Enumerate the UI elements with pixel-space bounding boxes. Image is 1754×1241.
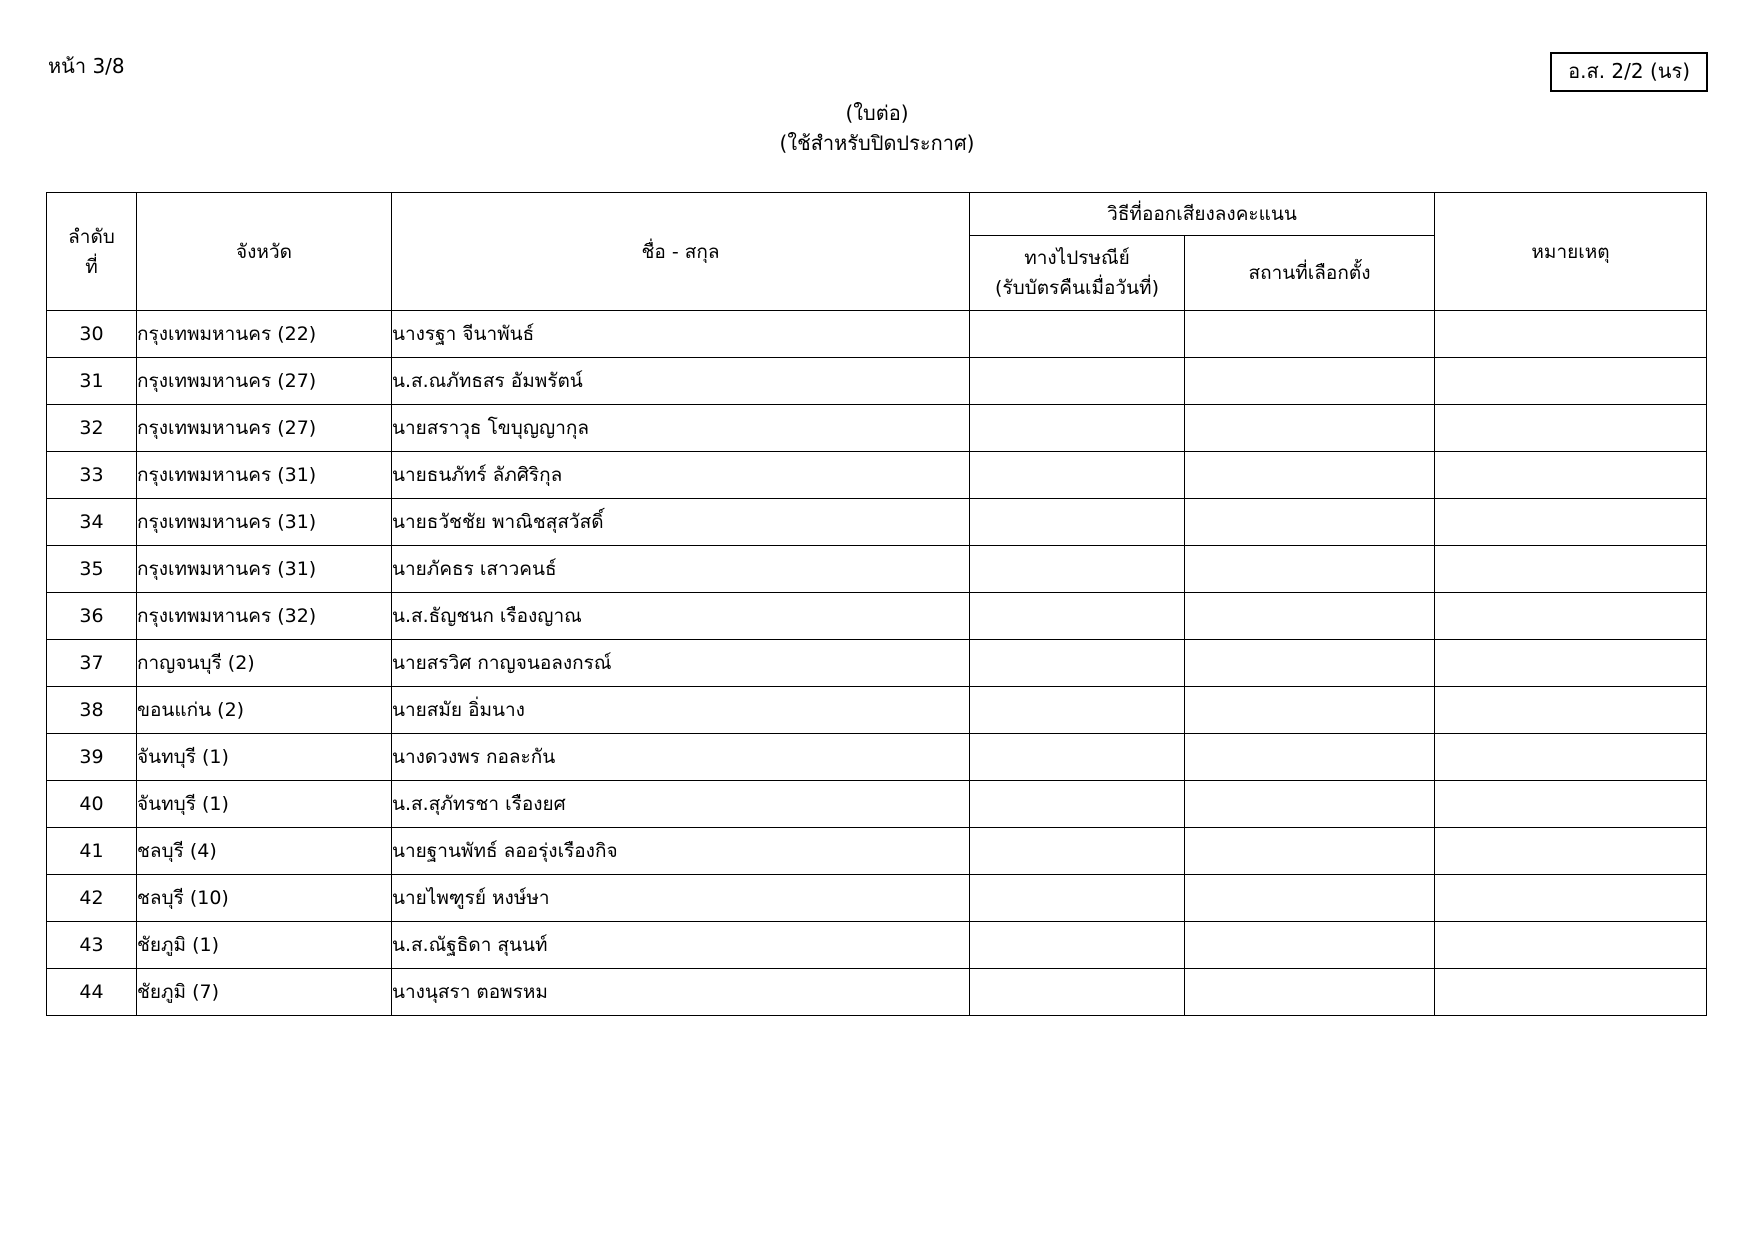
cell-sequence: 36	[47, 593, 137, 640]
cell-name: น.ส.ณภัทธสร อัมพรัตน์	[392, 358, 970, 405]
cell-sequence: 37	[47, 640, 137, 687]
cell-remark	[1435, 828, 1707, 875]
table-header-row-1	[47, 193, 1707, 236]
page-number-label: หน้า 3/8	[48, 54, 125, 78]
cell-name: นางนุสรา ตอพรหม	[392, 969, 970, 1016]
cell-polling-station	[1185, 828, 1435, 875]
document-title-block	[0, 98, 1754, 158]
cell-province: กรุงเทพมหานคร (31)	[137, 546, 392, 593]
cell-remark	[1435, 358, 1707, 405]
column-header-polling-station	[1185, 236, 1435, 311]
cell-province: กรุงเทพมหานคร (27)	[137, 405, 392, 452]
column-header-sequence-line1: ลำดับ	[68, 225, 115, 248]
cell-remark	[1435, 781, 1707, 828]
voter-table-container	[46, 192, 1706, 1016]
cell-polling-station	[1185, 452, 1435, 499]
cell-postal	[970, 593, 1185, 640]
column-header-province	[137, 193, 392, 311]
form-code-box: อ.ส. 2/2 (นร)	[1550, 52, 1708, 92]
cell-province: จันทบุรี (1)	[137, 781, 392, 828]
table-row	[47, 781, 1707, 828]
column-header-name-label: ชื่อ - สกุล	[641, 240, 720, 263]
column-header-name	[392, 193, 970, 311]
cell-province: ชัยภูมิ (1)	[137, 922, 392, 969]
cell-sequence: 34	[47, 499, 137, 546]
cell-province: จันทบุรี (1)	[137, 734, 392, 781]
column-header-polling-station-label: สถานที่เลือกตั้ง	[1248, 262, 1371, 284]
cell-remark	[1435, 687, 1707, 734]
cell-sequence: 41	[47, 828, 137, 875]
cell-sequence: 38	[47, 687, 137, 734]
cell-polling-station	[1185, 358, 1435, 405]
cell-postal	[970, 781, 1185, 828]
cell-province: ชัยภูมิ (7)	[137, 969, 392, 1016]
cell-sequence: 42	[47, 875, 137, 922]
cell-name: นางดวงพร กอละกัน	[392, 734, 970, 781]
cell-name: น.ส.ณัฐธิดา สุนนท์	[392, 922, 970, 969]
cell-polling-station	[1185, 405, 1435, 452]
cell-sequence: 30	[47, 311, 137, 358]
cell-province: กรุงเทพมหานคร (31)	[137, 499, 392, 546]
cell-province: ชลบุรี (4)	[137, 828, 392, 875]
table-row	[47, 546, 1707, 593]
cell-sequence: 43	[47, 922, 137, 969]
cell-postal	[970, 358, 1185, 405]
cell-sequence: 39	[47, 734, 137, 781]
cell-province: กาญจนบุรี (2)	[137, 640, 392, 687]
cell-name: นายสราวุธ โขบุญญากุล	[392, 405, 970, 452]
cell-postal	[970, 969, 1185, 1016]
column-header-postal	[970, 236, 1185, 311]
cell-polling-station	[1185, 875, 1435, 922]
cell-province: ชลบุรี (10)	[137, 875, 392, 922]
column-header-sequence	[47, 193, 137, 311]
cell-name: นายฐานพัทธ์ ลออรุ่งเรืองกิจ	[392, 828, 970, 875]
table-row	[47, 734, 1707, 781]
cell-remark	[1435, 969, 1707, 1016]
cell-remark	[1435, 734, 1707, 781]
cell-remark	[1435, 311, 1707, 358]
cell-name: นายไพฑูรย์ หงษ์ษา	[392, 875, 970, 922]
cell-polling-station	[1185, 734, 1435, 781]
cell-postal	[970, 734, 1185, 781]
table-row	[47, 687, 1707, 734]
column-header-postal-line1: ทางไปรษณีย์	[1024, 247, 1130, 269]
voter-registration-table	[46, 192, 1707, 1016]
cell-name: นายภัคธร เสาวคนธ์	[392, 546, 970, 593]
table-row	[47, 640, 1707, 687]
table-header	[47, 193, 1707, 311]
column-header-remark	[1435, 193, 1707, 311]
cell-postal	[970, 687, 1185, 734]
cell-polling-station	[1185, 499, 1435, 546]
table-row	[47, 593, 1707, 640]
column-header-voting-method-group	[970, 193, 1435, 236]
table-body	[47, 311, 1707, 1016]
cell-postal	[970, 311, 1185, 358]
cell-remark	[1435, 452, 1707, 499]
cell-postal	[970, 546, 1185, 593]
column-header-province-label: จังหวัด	[236, 240, 292, 263]
cell-postal	[970, 405, 1185, 452]
cell-remark	[1435, 640, 1707, 687]
cell-sequence: 35	[47, 546, 137, 593]
cell-name: น.ส.ธัญชนก เรืองญาณ	[392, 593, 970, 640]
column-header-remark-label: หมายเหตุ	[1531, 240, 1610, 263]
column-header-sequence-line2: ที่	[85, 255, 98, 278]
cell-province: กรุงเทพมหานคร (22)	[137, 311, 392, 358]
cell-postal	[970, 452, 1185, 499]
cell-province: ขอนแก่น (2)	[137, 687, 392, 734]
column-header-voting-method-label: วิธีที่ออกเสียงลงคะแนน	[1107, 203, 1297, 225]
cell-remark	[1435, 593, 1707, 640]
cell-polling-station	[1185, 546, 1435, 593]
column-header-postal-line2: (รับบัตรคืนเมื่อวันที่)	[994, 277, 1159, 299]
cell-polling-station	[1185, 311, 1435, 358]
cell-sequence: 44	[47, 969, 137, 1016]
cell-remark	[1435, 499, 1707, 546]
table-row	[47, 969, 1707, 1016]
cell-postal	[970, 828, 1185, 875]
cell-sequence: 40	[47, 781, 137, 828]
table-row	[47, 875, 1707, 922]
cell-province: กรุงเทพมหานคร (31)	[137, 452, 392, 499]
cell-name: นายสรวิศ กาญจนอลงกรณ์	[392, 640, 970, 687]
cell-sequence: 31	[47, 358, 137, 405]
cell-polling-station	[1185, 781, 1435, 828]
page-top-band	[0, 0, 1754, 96]
cell-remark	[1435, 405, 1707, 452]
cell-polling-station	[1185, 969, 1435, 1016]
table-row	[47, 828, 1707, 875]
table-row	[47, 499, 1707, 546]
cell-province: กรุงเทพมหานคร (27)	[137, 358, 392, 405]
table-row	[47, 922, 1707, 969]
table-row	[47, 405, 1707, 452]
cell-polling-station	[1185, 640, 1435, 687]
table-row	[47, 311, 1707, 358]
cell-polling-station	[1185, 593, 1435, 640]
cell-postal	[970, 875, 1185, 922]
cell-remark	[1435, 546, 1707, 593]
cell-postal	[970, 922, 1185, 969]
cell-name: น.ส.สุภัทรชา เรืองยศ	[392, 781, 970, 828]
table-row	[47, 452, 1707, 499]
cell-polling-station	[1185, 922, 1435, 969]
cell-remark	[1435, 922, 1707, 969]
table-row	[47, 358, 1707, 405]
cell-province: กรุงเทพมหานคร (32)	[137, 593, 392, 640]
title-continuation: (ใบต่อ)	[845, 101, 909, 125]
title-purpose: (ใช้สำหรับปิดประกาศ)	[779, 131, 975, 155]
cell-name: นายธวัชชัย พาณิชสุสวัสดิ์	[392, 499, 970, 546]
cell-sequence: 32	[47, 405, 137, 452]
cell-name: นางรฐา จีนาพันธ์	[392, 311, 970, 358]
cell-name: นายสมัย อิ่มนาง	[392, 687, 970, 734]
cell-remark	[1435, 875, 1707, 922]
cell-postal	[970, 640, 1185, 687]
cell-polling-station	[1185, 687, 1435, 734]
cell-sequence: 33	[47, 452, 137, 499]
cell-postal	[970, 499, 1185, 546]
cell-name: นายธนภัทร์ ลัภศิริกุล	[392, 452, 970, 499]
